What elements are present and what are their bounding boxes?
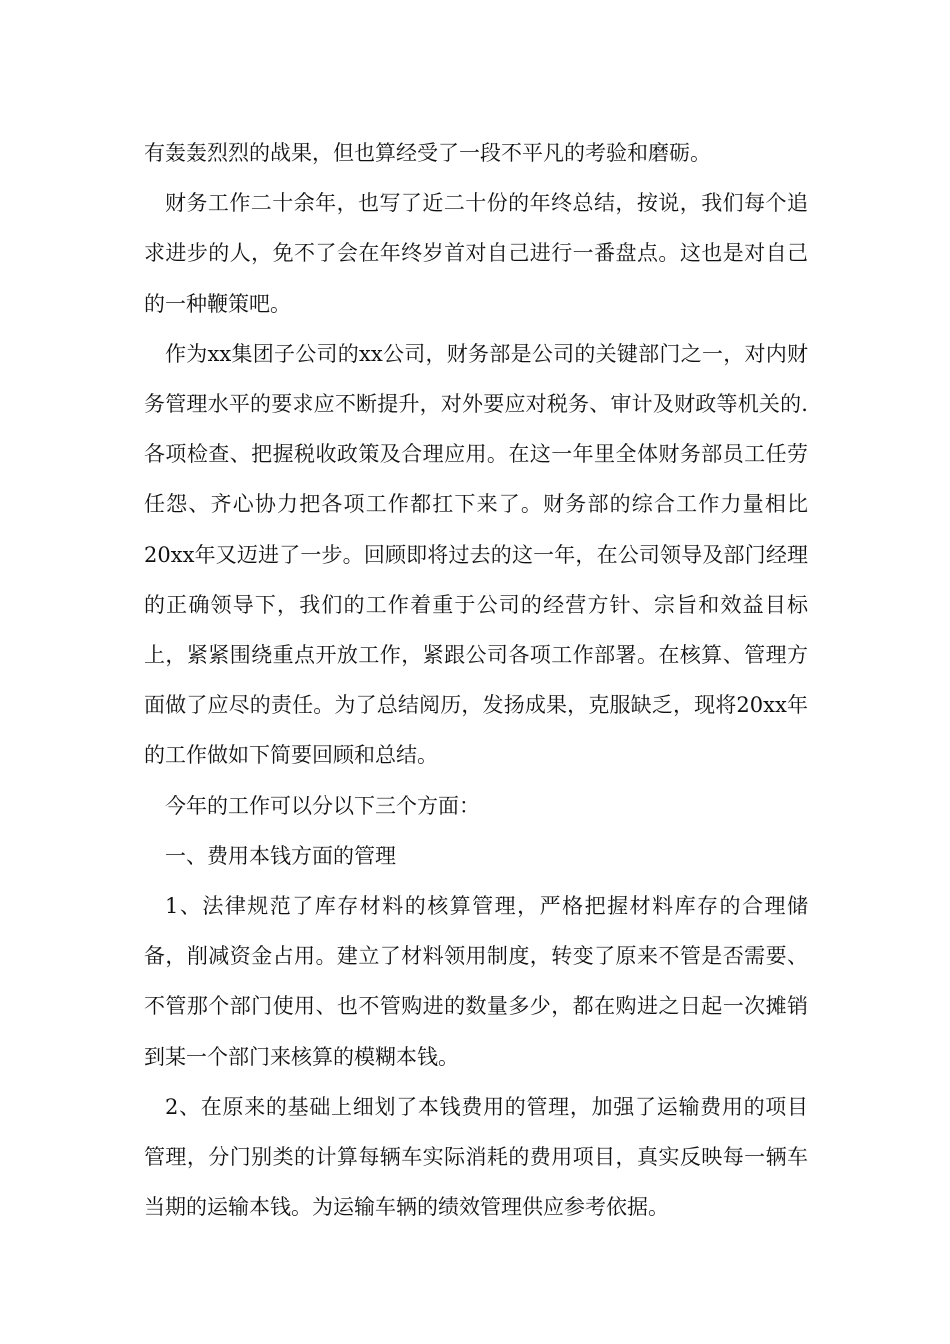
paragraph-aspects-intro: 今年的工作可以分以下三个方面： xyxy=(165,793,480,818)
paragraph-overview: 作为xx集团子公司的xx公司，财务部是公司的关键部门之一，对内财务管理水平的要求应不断提升，对外要应对税务、审计及财政等机关的.各项检查、把握税收政策及合理应用。在这一年里全体财务部员工任劳任怨、齐心协力把各项工作都扛下来了。财务部的综合工作力量相比20xx年又迈进了一步。回顾即将过去的这一年，在公司领导及部门经理的正确领导下，我们的工作着重于公司的经营方针、宗旨和效益目标上，紧紧围绕重点开放工作，紧跟公司各项工作部署。在核算、管理方面做了应尽的责任。为了总结阅历，发扬成果，克服缺乏，现将20xx年的工作做如下简要回顾和总结。 xyxy=(144,341,808,768)
section-heading-cost-management: 一、费用本钱方面的管理 xyxy=(165,843,396,868)
paragraph-continuation: 有轰轰烈烈的战果，但也算经受了一段不平凡的考验和磨砺。 xyxy=(144,141,711,165)
paragraph-item-1: 1、法律规范了库存材料的核算管理，严格把握材料库存的合理储备，削减资金占用。建立了材料领用制度，转变了原来不管是否需要、不管那个部门使用、也不管购进的数量多少，都在购进之日起一次摊销到某一个部门来核算的模糊本钱。 xyxy=(144,894,808,1069)
paragraph-item-2: 2、在原来的基础上细划了本钱费用的管理，加强了运输费用的项目管理，分门别类的计算每辆车实际消耗的费用项目，真实反映每一辆车当期的运输本钱。为运输车辆的绩效管理供应参考依据。 xyxy=(144,1094,808,1220)
document-body xyxy=(144,128,808,1232)
paragraph-intro: 财务工作二十余年，也写了近二十份的年终总结，按说，我们每个追求进步的人，免不了会在年终岁首对自己进行一番盘点。这也是对自己的一种鞭策吧。 xyxy=(144,191,808,316)
